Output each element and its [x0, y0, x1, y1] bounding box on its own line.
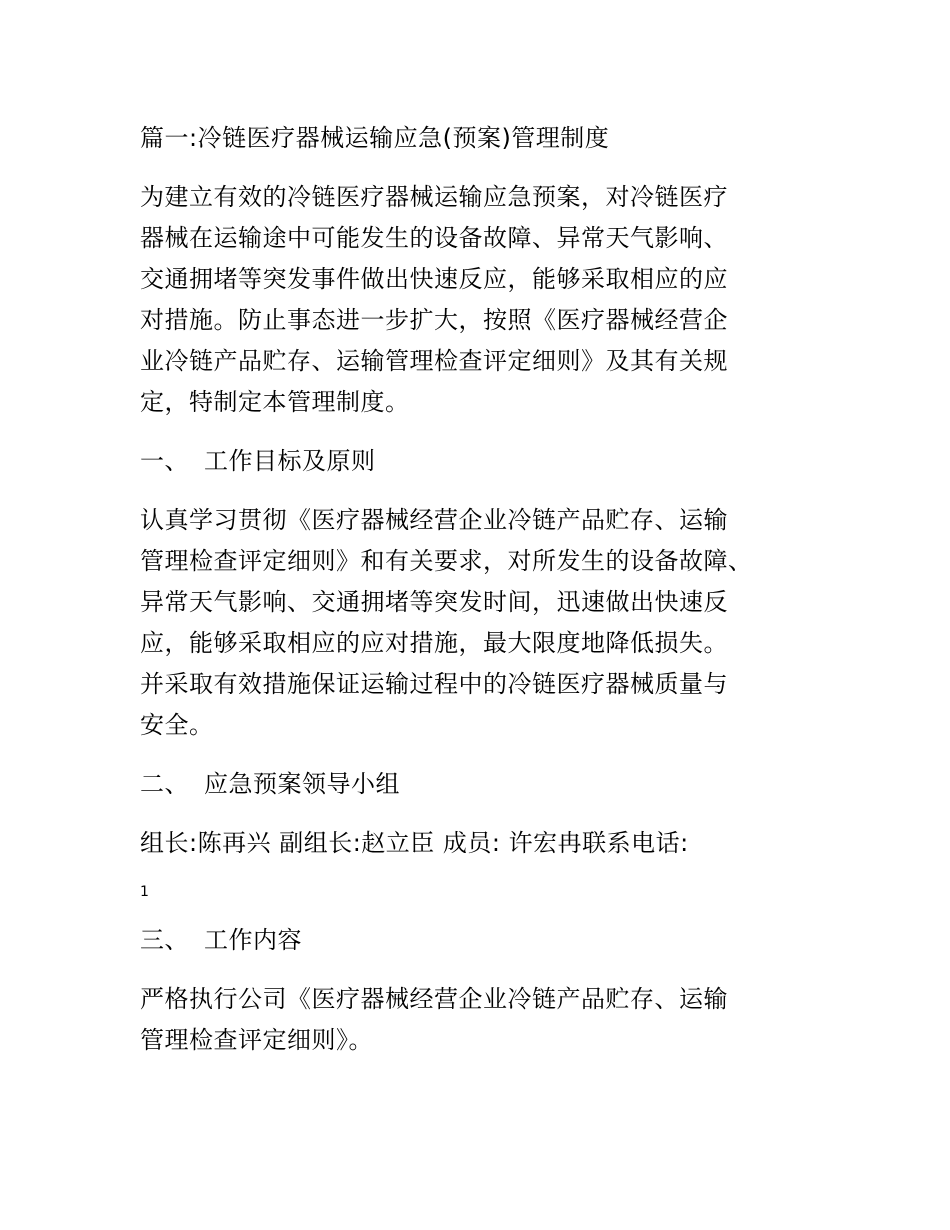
section-2-number: 二、	[140, 770, 189, 798]
section-3-title: 工作内容	[204, 926, 302, 954]
intro-line: 器械在运输途中可能发生的设备故障、异常天气影响、	[140, 224, 728, 252]
section-3-paragraph	[140, 979, 810, 1061]
section-3-line: 管理检查评定细则》。	[140, 1026, 373, 1054]
section-2-heading	[140, 764, 810, 805]
section-2-title: 应急预案领导小组	[204, 770, 400, 798]
section-1-line: 安全。	[140, 711, 214, 739]
intro-line: 为建立有效的冷链医疗器械运输应急预案，对冷链医疗	[140, 183, 728, 211]
page-number: 1	[140, 884, 149, 900]
section-1-title: 工作目标及原则	[204, 447, 376, 475]
intro-line: 业冷链产品贮存、运输管理检查评定细则》及其有关规	[140, 347, 728, 375]
section-2-members: 组长:陈再兴 副组长:赵立臣 成员: 许宏冉联系电话:	[140, 829, 689, 857]
section-1-line: 认真学习贯彻《医疗器械经营企业冷链产品贮存、运输	[140, 506, 728, 534]
section-1-line: 异常天气影响、交通拥堵等突发时间，迅速做出快速反	[140, 588, 728, 616]
section-1-paragraph	[140, 500, 810, 746]
intro-paragraph	[140, 177, 810, 423]
section-1-line: 应，能够采取相应的应对措施，最大限度地降低损失。	[140, 629, 728, 657]
document-title: 篇一:冷链医疗器械运输应急(预案)管理制度	[140, 124, 610, 152]
intro-line: 定，特制定本管理制度。	[140, 388, 410, 416]
section-3-number: 三、	[140, 926, 189, 954]
intro-line: 交通拥堵等突发事件做出快速反应，能够采取相应的应	[140, 265, 728, 293]
section-3-line: 严格执行公司《医疗器械经营企业冷链产品贮存、运输	[140, 985, 728, 1013]
section-1-number: 一、	[140, 447, 189, 475]
section-1-line: 管理检查评定细则》和有关要求，对所发生的设备故障、	[140, 547, 753, 575]
section-3-heading	[140, 920, 810, 961]
section-1-line: 并采取有效措施保证运输过程中的冷链医疗器械质量与	[140, 670, 728, 698]
document-content	[140, 118, 810, 1061]
intro-line: 对措施。防止事态进一步扩大，按照《医疗器械经营企	[140, 306, 728, 334]
section-1-heading	[140, 441, 810, 482]
